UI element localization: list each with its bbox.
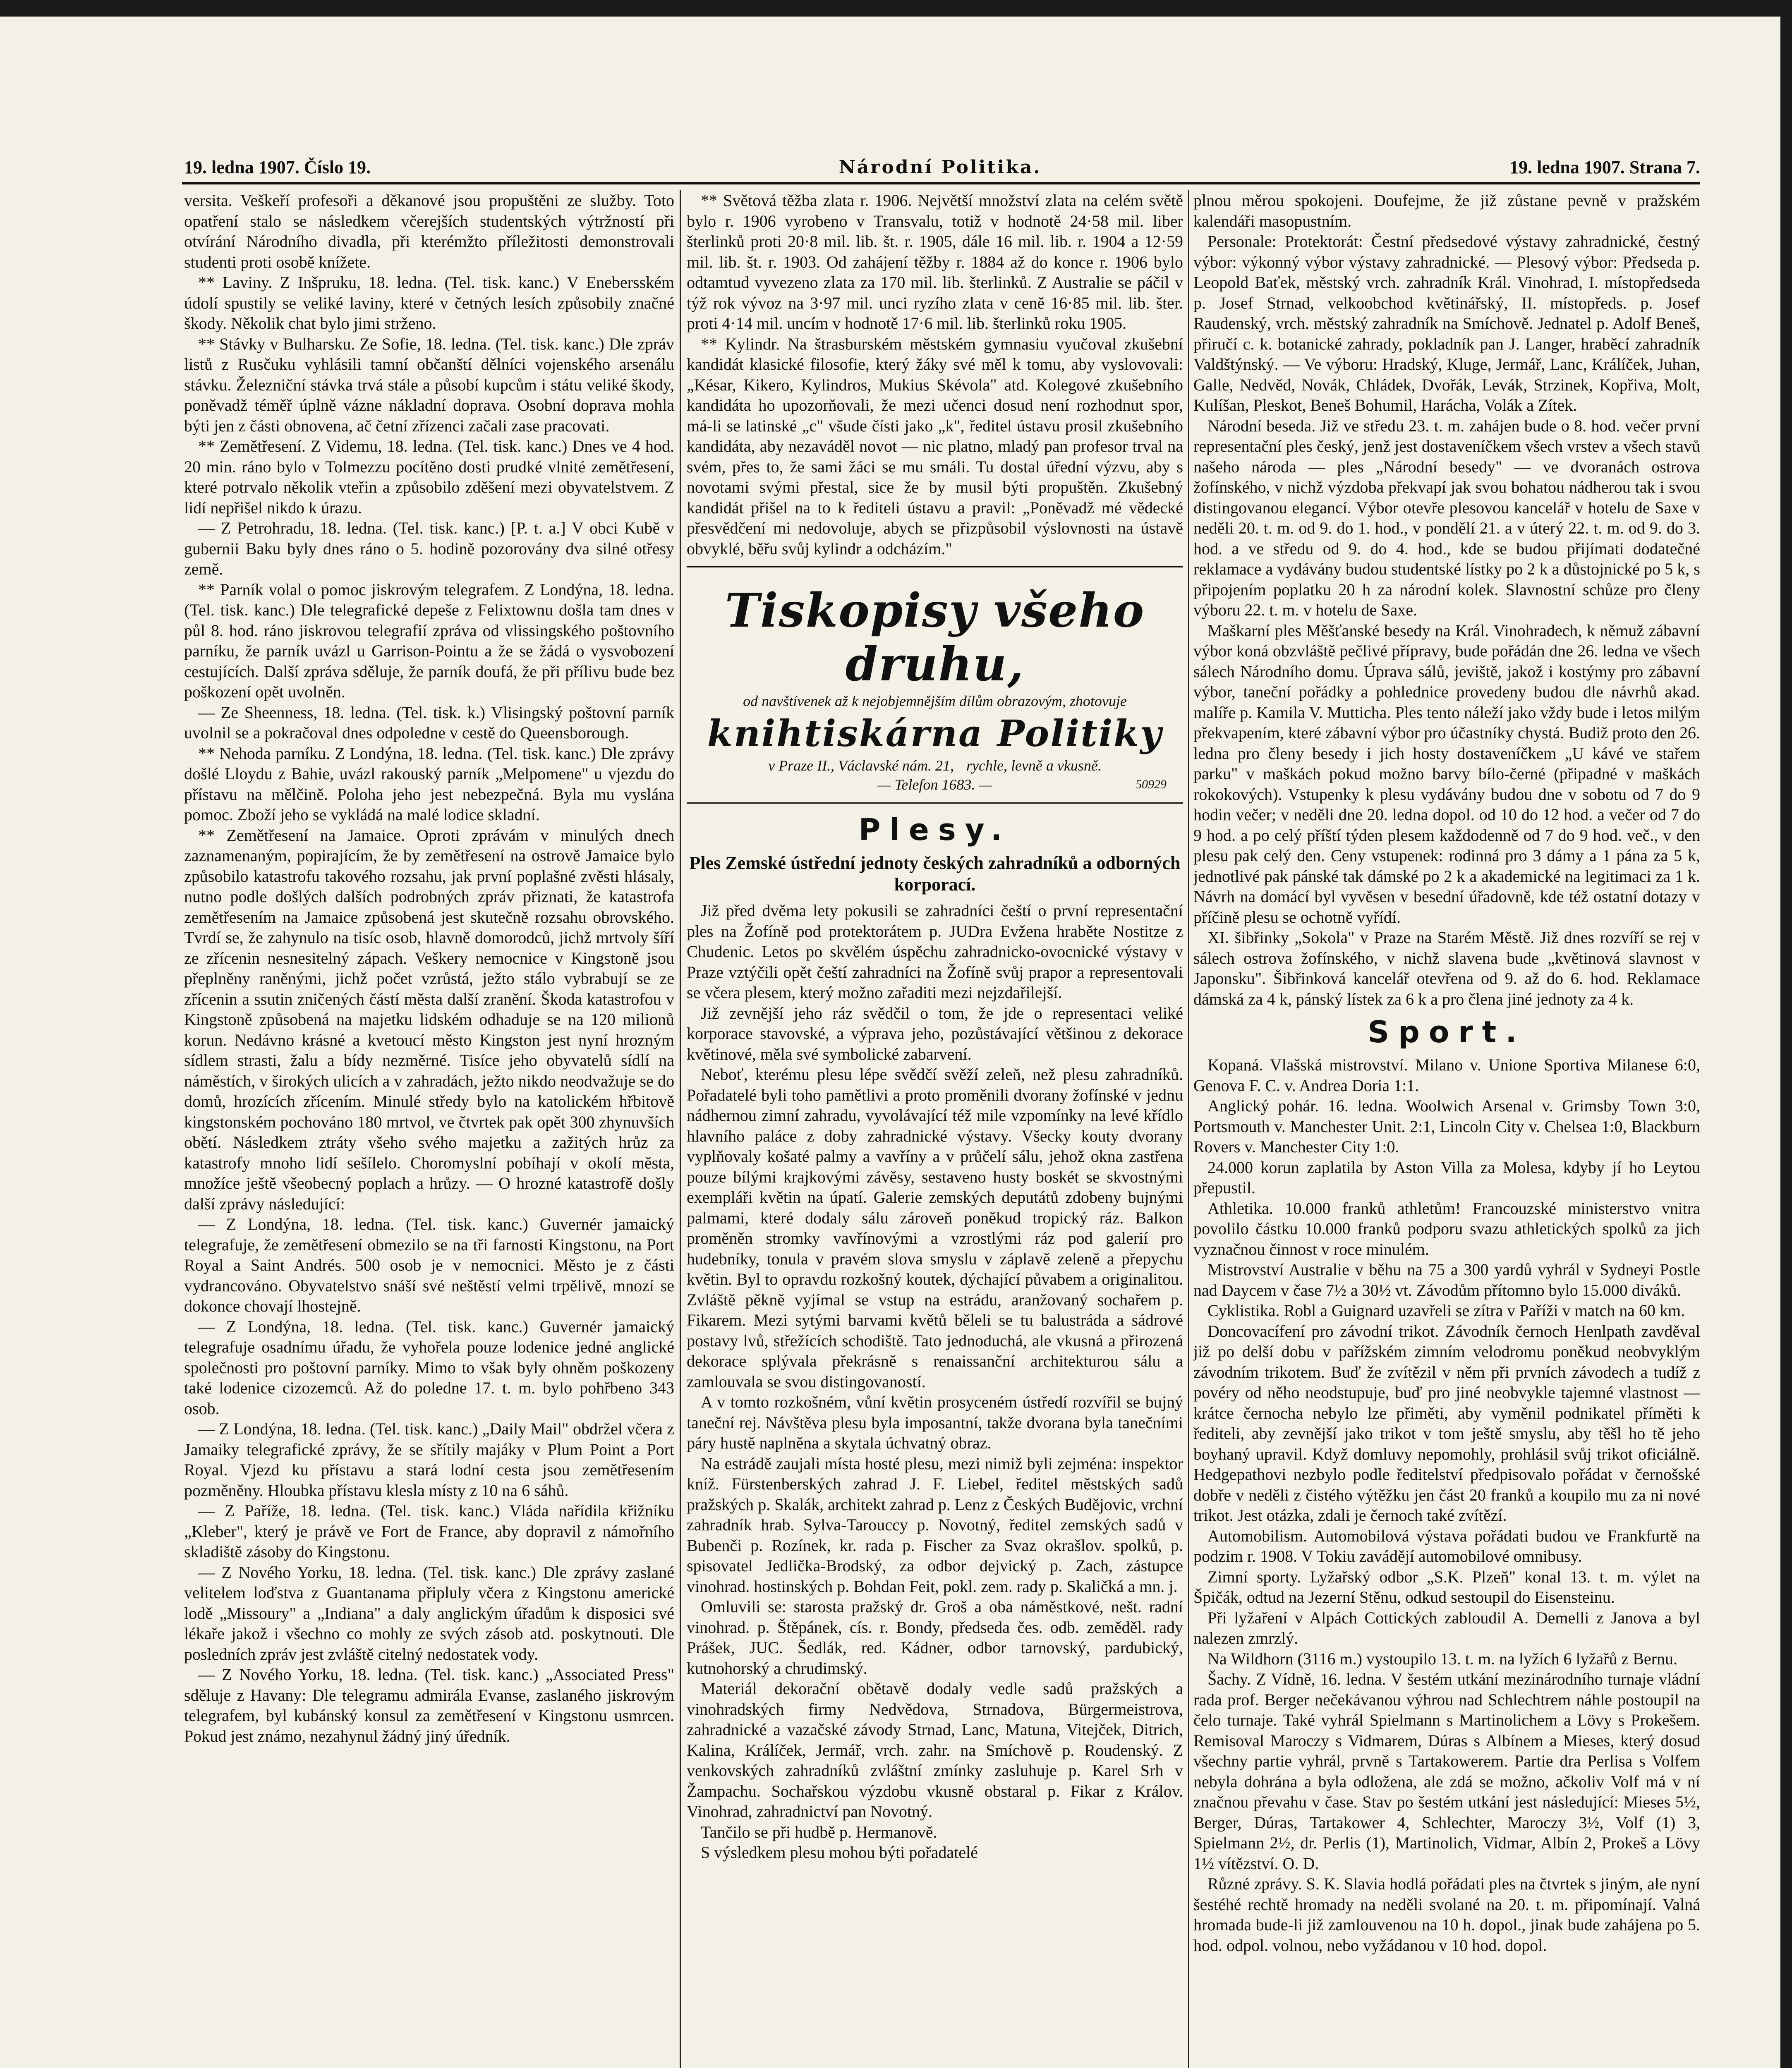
paragraph: Již zevnější jeho ráz svědčil o tom, že jde o representaci veliké korporace stavovské, a výprava jeho, pozůstávající většinou z dekorace květinové, měla své symbolické zabarvení. — [687, 1003, 1183, 1063]
paragraph: plnou měrou spokojeni. Doufejme, že již zůstane pevně v pražském kalendáři masopustním. — [1193, 191, 1700, 230]
paragraph: Materiál dekorační obětavě dodaly vedle sadů pražských a vinohradských firmy Nedvědova, Strnadova, Bürgermeistrova, zahradnické a vazačské závody Strnad, Lanc, Matuna, Vitejček, Ditrich, Kalina, Králíček, Jermář, vrch. zahr. na Smíchově p. Roudenský. Z venkovských zahradníků zvláštní zmínky zasluhuje p. Karel Srh v Žampachu. Sochařskou výzdobu vkusně obstaral p. Fikar z Králov. Vinohrad, zahradnictví pan Novotný. — [687, 1679, 1183, 1821]
ad-telephone-text: — Telefon 1683. — — [877, 776, 992, 793]
ad-company-name: knihtiskárna Politiky — [707, 712, 1163, 755]
ad-title: Tiskopisy všeho druhu, — [725, 584, 1145, 692]
paragraph: ** Laviny. Z Inšpruku, 18. ledna. (Tel. tisk. kanc.) V Enebersském údolí spustily se veliké laviny, které v četných lesích způsobily značné škody. Několik chat bylo jimi strženo. — [184, 273, 674, 333]
column-divider — [1188, 190, 1189, 2068]
paragraph: Tančilo se při hudbě p. Hermanově. — [701, 1822, 937, 1841]
paragraph: Omluvili se: starosta pražský dr. Groš a oba náměstkové, nešt. radní vinohrad. p. Štěpánek, cís. r. Bondy, předseda čes. odb. zeměděl. rady Prášek, JUC. Šedlák, red. Kádner, odbor tarnovský, pardubický, kutnohorský a chrudimský. — [687, 1597, 1183, 1678]
article-title: Ples Zemské ústřední jednoty českých zahradníků a odborných korporací. — [689, 853, 1181, 895]
paragraph: Na Wildhorn (3116 m.) vystoupilo 13. t. m. na lyžích 6 lyžařů z Bernu. — [1207, 1649, 1677, 1668]
ad-address — [687, 756, 1183, 775]
paragraph: Athletika. 10.000 franků athletům! Francouzské ministerstvo vnitra povolilo částku 10.000 franků podporu svazu athletických spolků za jich vyznačnou činnost v roce minulém. — [1193, 1199, 1700, 1259]
paragraph: ** Parník volal o pomoc jiskrovým telegrafem. Z Londýna, 18. ledna. (Tel. tisk. kanc.) Dle telegrafické depeše z Felixtownu došla tam dnes v půl 8. hod. ráno jiskrovou telegrafií zpráva od vlissingského poštovního parníku, že parník uvázl u Garrison-Pointu a že se žádá o vysvobození cestujících. Další zpráva sděluje, že parník doufá, že při přílivu bude bez poškození opět uvolněn. — [184, 580, 674, 701]
paragraph: — Z Nového Yorku, 18. ledna. (Tel. tisk. kanc.) Dle zprávy zaslané velitelem loďstva z Guantanama připluly včera z Kingstonu americké lodě „Missoury" a „Indiana" a daly anglickým úřadům k disposici své lékaře jakož i všechno co mohly ze svých zásob atd. poskytnouti. Dle posledních zpráv jest zvláště citelný nedostatek vody. — [184, 1563, 674, 1663]
paragraph: Mistrovství Australie v běhu na 75 a 300 yardů vyhrál v Sydneyi Postle nad Daycem v čase 7½ a 30½ vt. Závodům přítomno bylo 15.000 diváků. — [1193, 1260, 1700, 1300]
paragraph: — Ze Sheenness, 18. ledna. (Tel. tisk. k.) Vlisingský poštovní parník uvolnil se a pokračoval dnes odpoledne v cestě do Queensborough. — [184, 703, 674, 742]
scan-top-edge — [0, 0, 1792, 17]
paragraph: ** Kylindr. Na štrasburském městském gymnasiu vyučoval zkušební kandidát klasické filosofie, který žáky své měl k tomu, aby vyslovovali: „Késar, Kikero, Kylindros, Mukius Skévola" atd. Kolegové zkušebního kandidáta ho upozorňovali, že mezi učenci dosud není rozhodnut spor, má-li se latinské „c" všude čísti jako „k", ředitel ústavu prosil zkušebního kandidáta, aby nezaváděl novot — nic platno, mladý pan profesor trval na svém, přes to, že sami žáci se mu smáli. Tu dostal úřední výzvu, aby s novotami svými přestal, sice že by musil býti propuštěn. Zkušebný kandidát přišel na to k řediteli ústavu a pravil: „Poněvadž mé vědecké přesvědčení mi nedovoluje, abych se přizpůsobil výslovnosti na ústavě obvyklé, běřu svůj kylindr a odcházím." — [687, 334, 1183, 558]
paragraph: — Z Londýna, 18. ledna. (Tel. tisk. kanc.) „Daily Mail" obdržel včera z Jamaiky telegrafické zprávy, že se sřítily majáky v Plum Point a Port Royal. Vjezd ku přístavu a stará lodní cesta jsou zemětřesením pozměněny. Hloubka přístavu klesla místy z 10 na 6 sáhů. — [184, 1419, 674, 1500]
paragraph: Personale: Protektorát: Čestní předsedové výstavy zahradnické, čestný výbor: výkonný výbor výstavy zahradnické. — Plesový výbor: Předseda p. Leopold Baťek, městský vrch. zahradník Král. Vinohrad, I. místopředseda p. Josef Strnad, velkoobchod květinářský, II. místopředs. p. Josef Raudenský, vrch. městský zahradník na Smíchově. Jednatel p. Adolf Beneš, přiručí c. k. botanické zahrady, pokladník pan J. Langer, hraběcí zahradník Valdštýnský. — Ve výboru: Hradský, Kluge, Jermář, Lanc, Králíček, Juhan, Galle, Nedvěd, Novák, Chládek, Dvořák, Levák, Strzinek, Kopřiva, Molt, Kulíšan, Pleskot, Beneš Bohumil, Harácha, Volák a Zítek. — [1193, 232, 1700, 414]
paragraph: Automobilism. Automobilová výstava pořádati budou ve Frankfurtě na podzim r. 1908. V Tokiu zavádějí automobilové omnibusy. — [1193, 1526, 1700, 1565]
section-heading-sport: Sport. — [1368, 1015, 1526, 1049]
paragraph: — Z Londýna, 18. ledna. (Tel. tisk. kanc.) Guvernér jamaický telegrafuje osadnímu úřadu, že vyhořela pouze lodenice jedné anglické společnosti pro poštovní parníky. Mimo to však byly ohněm poškozeny také lodenice cizozemců. Až do poledne 17. t. m. bylo pohřbeno 343 osob. — [184, 1317, 674, 1418]
paragraph: Doncovacífení pro závodní trikot. Závodník černoch Henlpath zavděval již po delší dobu v pařížském zimním velodromu poněkud neobvyklým závodním trikotem. Buď že zvítězil v něm při prvních závodech a tudíž z povéry od něho neodstupuje, buď pro jiné neobvykle tajemné vlastnost — krátce černocha nebylo lze přiměti, aby vyměnil podnikatel příměti k řediteli, aby zevnější jako trikot v tom ještě smyslu, aby těšl ho tě jeho boyhaný upravil. Když domluvy nepomohly, prohlásil svůj trikot oficiálně. Hedgepathovi nezbylo podle ředitelství předpisovalo pořádat v černošské dobře v neděli z čistého výtěžku jen část 20 franků a koupilo mu za ni nové trikot. Jest otázka, zdali je černoch také zvítězí. — [1193, 1321, 1700, 1525]
advertisement — [687, 584, 1183, 794]
paragraph: — Z Nového Yorku, 18. ledna. (Tel. tisk. kanc.) „Associated Press" sděluje z Havany: Dle telegramu admirála Evanse, zaslaného jiskrovým telegrafem, byl kubánský konsul za zemětřesení v Kingstonu usmrcen. Pokud jest známo, nezahynul žádný jiný úředník. — [184, 1665, 674, 1745]
scan-right-edge — [1780, 0, 1792, 2068]
paragraph: ** Stávky v Bulharsku. Ze Sofie, 18. ledna. (Tel. tisk. kanc.) Dle zpráv listů z Rusčuku vyhlásili tamní občanští dělníci vojenského arsenálu stávku. Železniční stávka trvá stále a působí kupcům i státu veliké škody, poněvadž téměř úplně vázne nákladní doprava. Osobní doprava mohla býti jen z části obnovena, ač četní zřízenci začali zase pracovati. — [184, 334, 674, 435]
paragraph: ** Zemětřesení na Jamaice. Oproti zprávám v minulých dnech zaznamenaným, popirajícím, že by zemětřesení na ostrově Jamaice bylo způsobilo katastrofu takového rozsahu, jak první poplašné zvěsti hlásaly, nutno podle došlých dalších podrobných zpráv přiznati, že katastrofa zemětřesením na Jamaice způsobená jest skutečně rozsahu obrovského. Tvrdí se, že zahynulo na tisíc osob, hlavně domorodců, jichž mrtvoly šíří ze zřícenin nesnesitelný zápach. Veškery nemocnice v Kingstoně jsou přeplněny raněnými, jichž počet vzrůstá, ježto stálo vybrabují se ze zřícenin a ssutin zničených částí města další zranění. Škoda katastrofou v Kingstoně způsobená na majetku lidském odhaduje se na 120 milionů korun. Nedávno krásné a kvetoucí město Kingston jest nyní hrozným sídlem strasti, žalu a bídy nezměrné. Tisíce jeho obyvatelů sídlí na náměstích, v širokých ulicích a v zahradách, ježto nikdo neodvažuje se do domů, hrozících zřícením. Minulé středy bylo na katolickém hřbitově kingstonském pochováno 180 mrtvol, ve čtvrtek pak opět 300 zhynuvších obětí. Následkem ztráty všeho svého majetku a zažitých hrůz za katastrofy mnoho lidí sešílelo. Choromyslní pobíhají v okolí města, množíce ještě všeobecný poplach a hrůzy. — O hrozné katastrofě došly další zprávy následující: — [184, 826, 674, 1213]
header-right: 19. ledna 1907. Strana 7. — [1509, 157, 1700, 177]
paragraph: 24.000 korun zaplatila by Aston Villa za Molesa, kdyby jí ho Leytou přepustil. — [1193, 1158, 1700, 1197]
rule — [687, 802, 1183, 804]
column-3 — [1193, 190, 1700, 2068]
ad-code: 50929 — [1136, 778, 1167, 791]
paragraph: XI. šibřinky „Sokola" v Praze na Starém Městě. Již dnes rozvíří se rej v sálech ostrova žofínského, v nichž slavena bude „květinová slavnost v Japonsku". Šibřinková kancelář otevřena od 9. až do 6. hod. Reklamace dámská za 4 k, pánský lístek za 6 k a pro člena jiné jednoty za 4 k. — [1193, 928, 1700, 1008]
paragraph: versita. Veškeří profesoři a děkanové jsou propuštěni ze služby. Toto opatření stalo se následkem včerejších studentských výtržností při otvírání Národního divadla, při kterémžto příležitosti demonstrovali studenti proti osobě knížete. — [184, 191, 674, 271]
page-header — [184, 153, 1700, 178]
rule — [687, 566, 1183, 567]
column-1 — [184, 190, 674, 2068]
paragraph: Již před dvěma lety pokusili se zahradníci čeští o první representační ples na Žofíně pod protektorátem p. JUDra Evžena hraběte Nostitze z Chudenic. Letos po skvělém úspěchu zahradnicko-ovocnické výstavy v Praze vztýčili opět čeští zahradníci na Žofíně svůj prapor a representovali se včera plesem, který možno zařaditi mezi nejzdařilejší. — [687, 901, 1183, 1002]
masthead-title: Národní Politika. — [839, 157, 1042, 178]
paragraph: Kopaná. Vlašská mistrovství. Milano v. Unione Sportiva Milanese 6:0, Genova F. C. v. Andrea Doria 1:1. — [1193, 1056, 1700, 1095]
column-2 — [687, 190, 1183, 2068]
paragraph: Na estrádě zaujali místa hosté plesu, mezi nimiž byli zejména: inspektor kníž. Fürstenberských zahrad J. F. Liebel, ředitel městských sadů pražských p. Skalák, architekt zahrad p. Lenz z Českých Budějovic, vrchní zahradník hrab. Sylva-Tarouccy p. Novotný, ředitel zemských sadů v Bubenči p. Rozínek, kr. rada p. Fischer za Svaz okrašlov. spolků, p. spisovatel Jedlička-Brodský, za odbor dejvický p. Zach, zástupce vinohrad. hostinských p. Bohdan Feit, pokl. zem. rady p. Skaličká a mn. j. — [687, 1454, 1183, 1596]
ad-address-left: v Praze II., Václavské nám. 21, — [768, 757, 954, 774]
paragraph: Různé zprávy. S. K. Slavia hodlá pořádati ples na čtvrtek s jiným, ale nyní šestéhé rechtě hromady na neděli svolané na 20. t. m. připomínají. Valná hromada bude-li již zamlouvenou na 10 h. dopol., jinak bude zahájena po 5. hod. odpol. volnou, nebo vyžádanou v 10 hod. dopol. — [1193, 1874, 1700, 1955]
ad-subtitle: od navštívenek až k nejobjemnějším dílům obrazovým, zhotovuje — [743, 693, 1127, 709]
paragraph: ** Světová těžba zlata r. 1906. Největší množství zlata na celém světě bylo r. 1906 vyrobeno v Transvalu, totiž v hodnotě 24·58 mil. liber šterlinků proti 20·8 mil. lib. št. r. 1905, dále 16 mil. lib. r. 1904 a 12·59 mil. lib. št. r. 1903. Od zahájení těžby r. 1884 až do konce r. 1906 bylo odtamtud vyvezeno zlata za 170 mil. lib. šterlinků. Z Australie se páčil v týž rok vývoz na 3·97 mil. unci ryzího zlata v ceně 16·85 mil. lib. šter. proti 4·14 mil. uncím v hodnotě 17·6 mil. lib. šterlinků roku 1905. — [687, 191, 1183, 333]
paragraph: ** Zemětřesení. Z Videmu, 18. ledna. (Tel. tisk. kanc.) Dnes ve 4 hod. 20 min. ráno bylo v Tolmezzu pocítěno dosti prudké vlnité zemětřesení, které potrvalo několik vteřin a způsobilo zděšení mezi obyvatelstvem. Z lidí nepřišel nikdo k úrazu. — [184, 437, 674, 517]
header-rule — [182, 182, 1700, 184]
paragraph: Šachy. Z Vídně, 16. ledna. V šestém utkání mezinárodního turnaje vládní rada prof. Berger nečekávanou výhrou nad Schlechtrem náhle postoupil na čelo turnaje. Také vyhrál Spielmann s Martinolichem a Lövy s Prokešem. Remisoval Maroczy s Vidmarem, Dúras s Albínem a Mieses, který dosud všechny partie vyhrál, prvně s Tartakowerem. Partie dra Perlisa s Volfem nebyla dohrána a byla odložena, ale zdá se možno, ačkoliv Volf má v ní značnou převahu v čase. Stav po šestém utkání jest následující: Mieses 5½, Berger, Dúras, Tartakower 4, Schlechter, Maroczy 3½, Volf (1) 3, Spielmann 2½, dr. Perlis (1), Martinolich, Vidmar, Albín 2, Prokeš a Lövy 1½ vítězství. O. D. — [1193, 1670, 1700, 1873]
paragraph: Neboť, kterému plesu lépe svědčí svěží zeleň, než plesu zahradníků. Pořadatelé byli toho pamětlivi a proto proměnili dvorany žofínské v jednu nádhernou zimní zahradu, vyvolávající též mile vzpomínky na levé křídlo hlavního paláce z doby zahradnické výstavy. Všecky kouty dvorany vyplňovaly košaté palmy a vavříny a v průčelí sálu, jehož okna zastřena pouze bílými krajkovými závěsy, sestaveno husty boskét se skvostnými exempláři květin na úpatí. Galerie zemských deputátů zdobeny bujnými palmami, které dodaly sálu zároveň poněkud tropický ráz. Balkon proměněn stromky vavřínovými a vzrostlými ráz pod galerií pro hudebníky, tonula v pravém slova smyslu v záplavě zeleně a přepychu květin. Byl to opravdu rozkošný koutek, dýchající půvabem a originalitou. Zvláště pěkně vyjímal se vstup na estrádu, aranžovaný sochařem p. Fikarem. Mezi sytými barvami květů běleli se tu balustráda a sádrové postavy lvů, střežících schodiště. Tato jednoduchá, ale vkusná a přirozená dekorace splývala překrásně s renaissanční architekturou sálu a zamlouvala se svou distingovaností. — [687, 1065, 1183, 1391]
section-heading-plesy: Plesy. — [858, 812, 1011, 847]
paragraph: Maškarní ples Měšťanské besedy na Král. Vinohradech, k němuž zábavní výbor koná obzvláště pečlivé přípravy, bude pořádán dne 26. ledna ve všech sálech Národního domu. Úprava sálů, jeviště, jakož i kostýmy pro zábavní výbor, taneční pořádky a pohlednice provedeny budou dle návrhů akad. malíře p. Kamila V. Muttichа. Ples tento náleží jako vždy bude i letos milým překvapením, které zábavní výbor pro účastníky chystá. Budiž proto den 26. ledna pro členy besedy i jich hosty dostaveníčkem „U kávé ve stařem parku" v maškách pokud možno barvy bílo-černé (připadné v maškách rokokových). Vstupenky k plesu vydávány budou dne v sobotu od 7 do 9 hodin večer; v neděli dne 20. ledna dopol. od 10 do 12 hod. a večer od 7 do 9 hod. a po celý příští týden plesem každodenně od 7 do 9 hod. več., v den plesu pak celý den. Ceny vstupenek: rodinná pro 3 dámy a 1 pána za 5 k, jednotlivé pak pánské tak dámské po 2 k a akademické na legitimaci za 1 k. Návrh na domácí byl vyvěsen v besední úřadovně, kde též ostatní dotazy v příčině plesu se ochotně vyřídí. — [1193, 621, 1700, 926]
paragraph: ** Nehoda parníku. Z Londýna, 18. ledna. (Tel. tisk. kanc.) Dle zprávy došlé Lloydu z Bahie, uvázl rakouský parník „Melpomene" u vjezdu do přístavu na mělčině. Poloha jeho jest nebezpečná. Byla mu vyslána pomoc. Zboží jeho se vykládá na malé lodice skladní. — [184, 744, 674, 824]
paragraph: — Z Petrohradu, 18. ledna. (Tel. tisk. kanc.) [P. t. a.] V obci Kubě v gubernii Baku byly dnes ráno o 5. hodině pozorovány dva silné otřesy země. — [184, 519, 674, 578]
paragraph: — Z Londýna, 18. ledna. (Tel. tisk. kanc.) Guvernér jamaický telegrafuje, že zemětřesení obmezilo se na tři farnosti Kingstonu, na Port Royal a Saint Andrés. 500 osob je v nemocnici. Město je z části vydrancováno. Obyvatelstvo snáší své neštěstí velmi trpělivě, mnozí se dokonce chovají lhostejně. — [184, 1215, 674, 1315]
paragraph: Zimní sporty. Lyžařský odbor „S.K. Plzeň" konal 13. t. m. výlet na Špičák, odtud na Jezerní Stěnu, odkud sestoupil do Eisensteinu. — [1193, 1567, 1700, 1606]
paragraph: — Z Paříže, 18. ledna. (Tel. tisk. kanc.) Vláda nařídila křižníku „Kleber", který je právě ve Fort de France, aby dopravil z námořního skladiště zásoby do Kingstonu. — [184, 1501, 674, 1561]
paragraph: Při lyžaření v Alpách Cottických zabloudil A. Demelli z Janova a byl nalezen zmrzlý. — [1193, 1608, 1700, 1647]
paragraph: Cyklistika. Robl a Guignard uzavřeli se zítra v Paříži v match na 60 km. — [1207, 1301, 1685, 1320]
paragraph: Národní beseda. Již ve středu 23. t. m. zahájen bude o 8. hod. večer první representační ples český, jenž jest dostaveníčkem všech vrstev a všech stavů našeho národa — ples „Národní besedy" — ve dvoranách ostrova žofínského, v nichž výzdoba překvapí jak svou bohatou nádherou tak i svou distingovanou elegancí. Výbor otevře plesovou kancelář v hotelu de Saxe v neděli 20. t. m. od 9. do 1. hod., v pondělí 21. a v úterý 22. t. m. od 9. do 3. hod. a ve středu od 9. do 4. hod., kde se budou přijímati dodatečné reklamace a vydávány budou studentské lístky po 2 k a důstojnické po 5 k, s připojením poplatku 20 h za národní kolek. Slavnostní schůze pro členy výboru 22. t. m. v hotelu de Saxe. — [1193, 416, 1700, 619]
header-left: 19. ledna 1907. Číslo 19. — [184, 157, 371, 177]
paragraph: Anglický pohár. 16. ledna. Woolwich Arsenal v. Grimsby Town 3:0, Portsmouth v. Manchester Unit. 2:1, Lincoln City v. Chelsea 1:0, Blackburn Rovers v. Manchester City 1:0. — [1193, 1096, 1700, 1156]
paragraph: S výsledkem plesu mohou býti pořadatelé — [701, 1843, 978, 1862]
ad-address-right: rychle, levně a vkusně. — [966, 757, 1102, 774]
ad-telephone — [687, 775, 1183, 794]
column-divider — [680, 190, 681, 2068]
paragraph: A v tomto rozkošném, vůní květin prosyceném ústředí rozvířil se bujný taneční rej. Návštěva plesu byla imposantní, takže dvorana byla tanečními páry hustě naplněna a skytala úchvatný obraz. — [687, 1393, 1183, 1452]
